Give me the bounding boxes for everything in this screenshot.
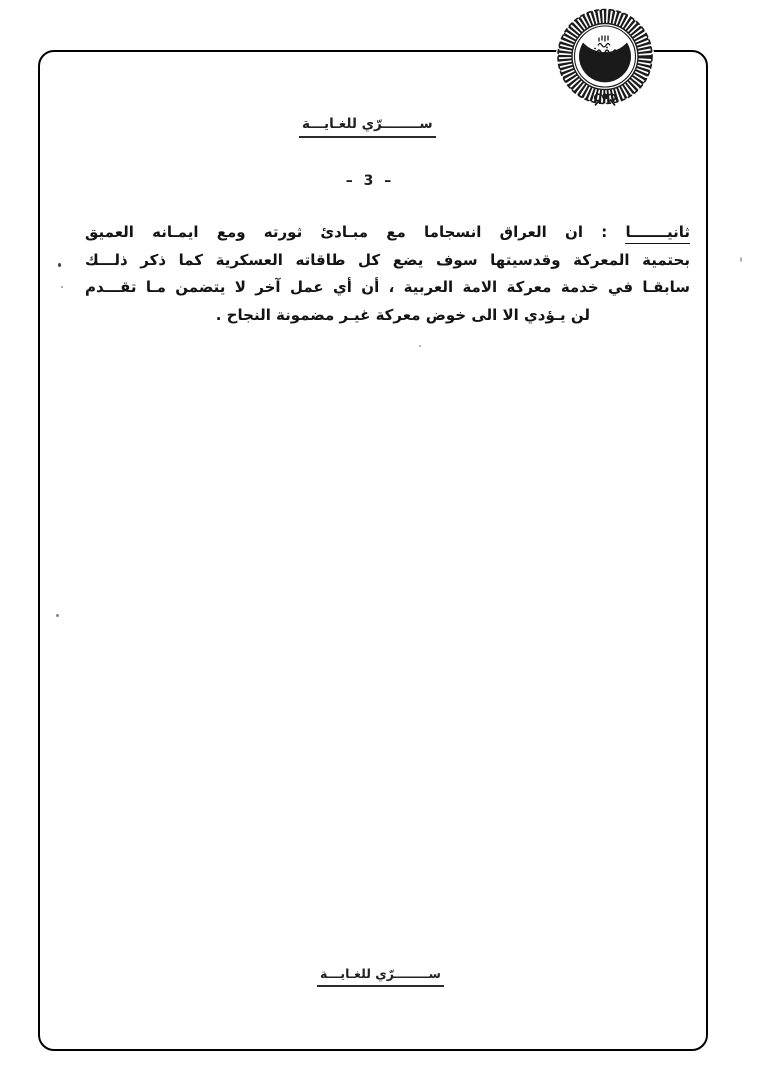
classification-footer: ســــــــرّي للغـايـــة [317,966,444,987]
classification-header: ســــــــرّي للغـايـــة [299,116,436,138]
paragraph-line-4: لن يـؤدي الا الى خوض معركة غيـر مضمونة النجاح . [215,305,590,324]
page-number: – 3 – [345,173,395,189]
paragraph-line-2: بحتمية المعركة وقدسيتها سوف يضع كل طاقاته العسكرية كما ذكر ذلـــك [85,250,690,269]
body-paragraph [85,219,690,329]
paragraph-line-3: سابقـا في خدمة معركة الامة العربية ، أن أي عمل آخر لا يتضمن مـا تقـــدم [85,278,690,296]
page-border [38,50,708,1051]
arab-league-emblem-icon [555,6,655,107]
paragraph-heading-separator: : [582,223,626,241]
scan-speck [58,263,61,267]
scan-speck [61,286,63,288]
paragraph-line-1-text: ان العراق انسجاما مع مبـادئ ثورته ومع ايمـانه العميق [85,223,583,241]
scan-speck [56,614,59,617]
scan-speck [419,345,421,347]
scan-speck [740,257,742,262]
paragraph-heading: ثانيـــــــا [625,223,690,244]
paragraph-line-1 [85,219,690,247]
